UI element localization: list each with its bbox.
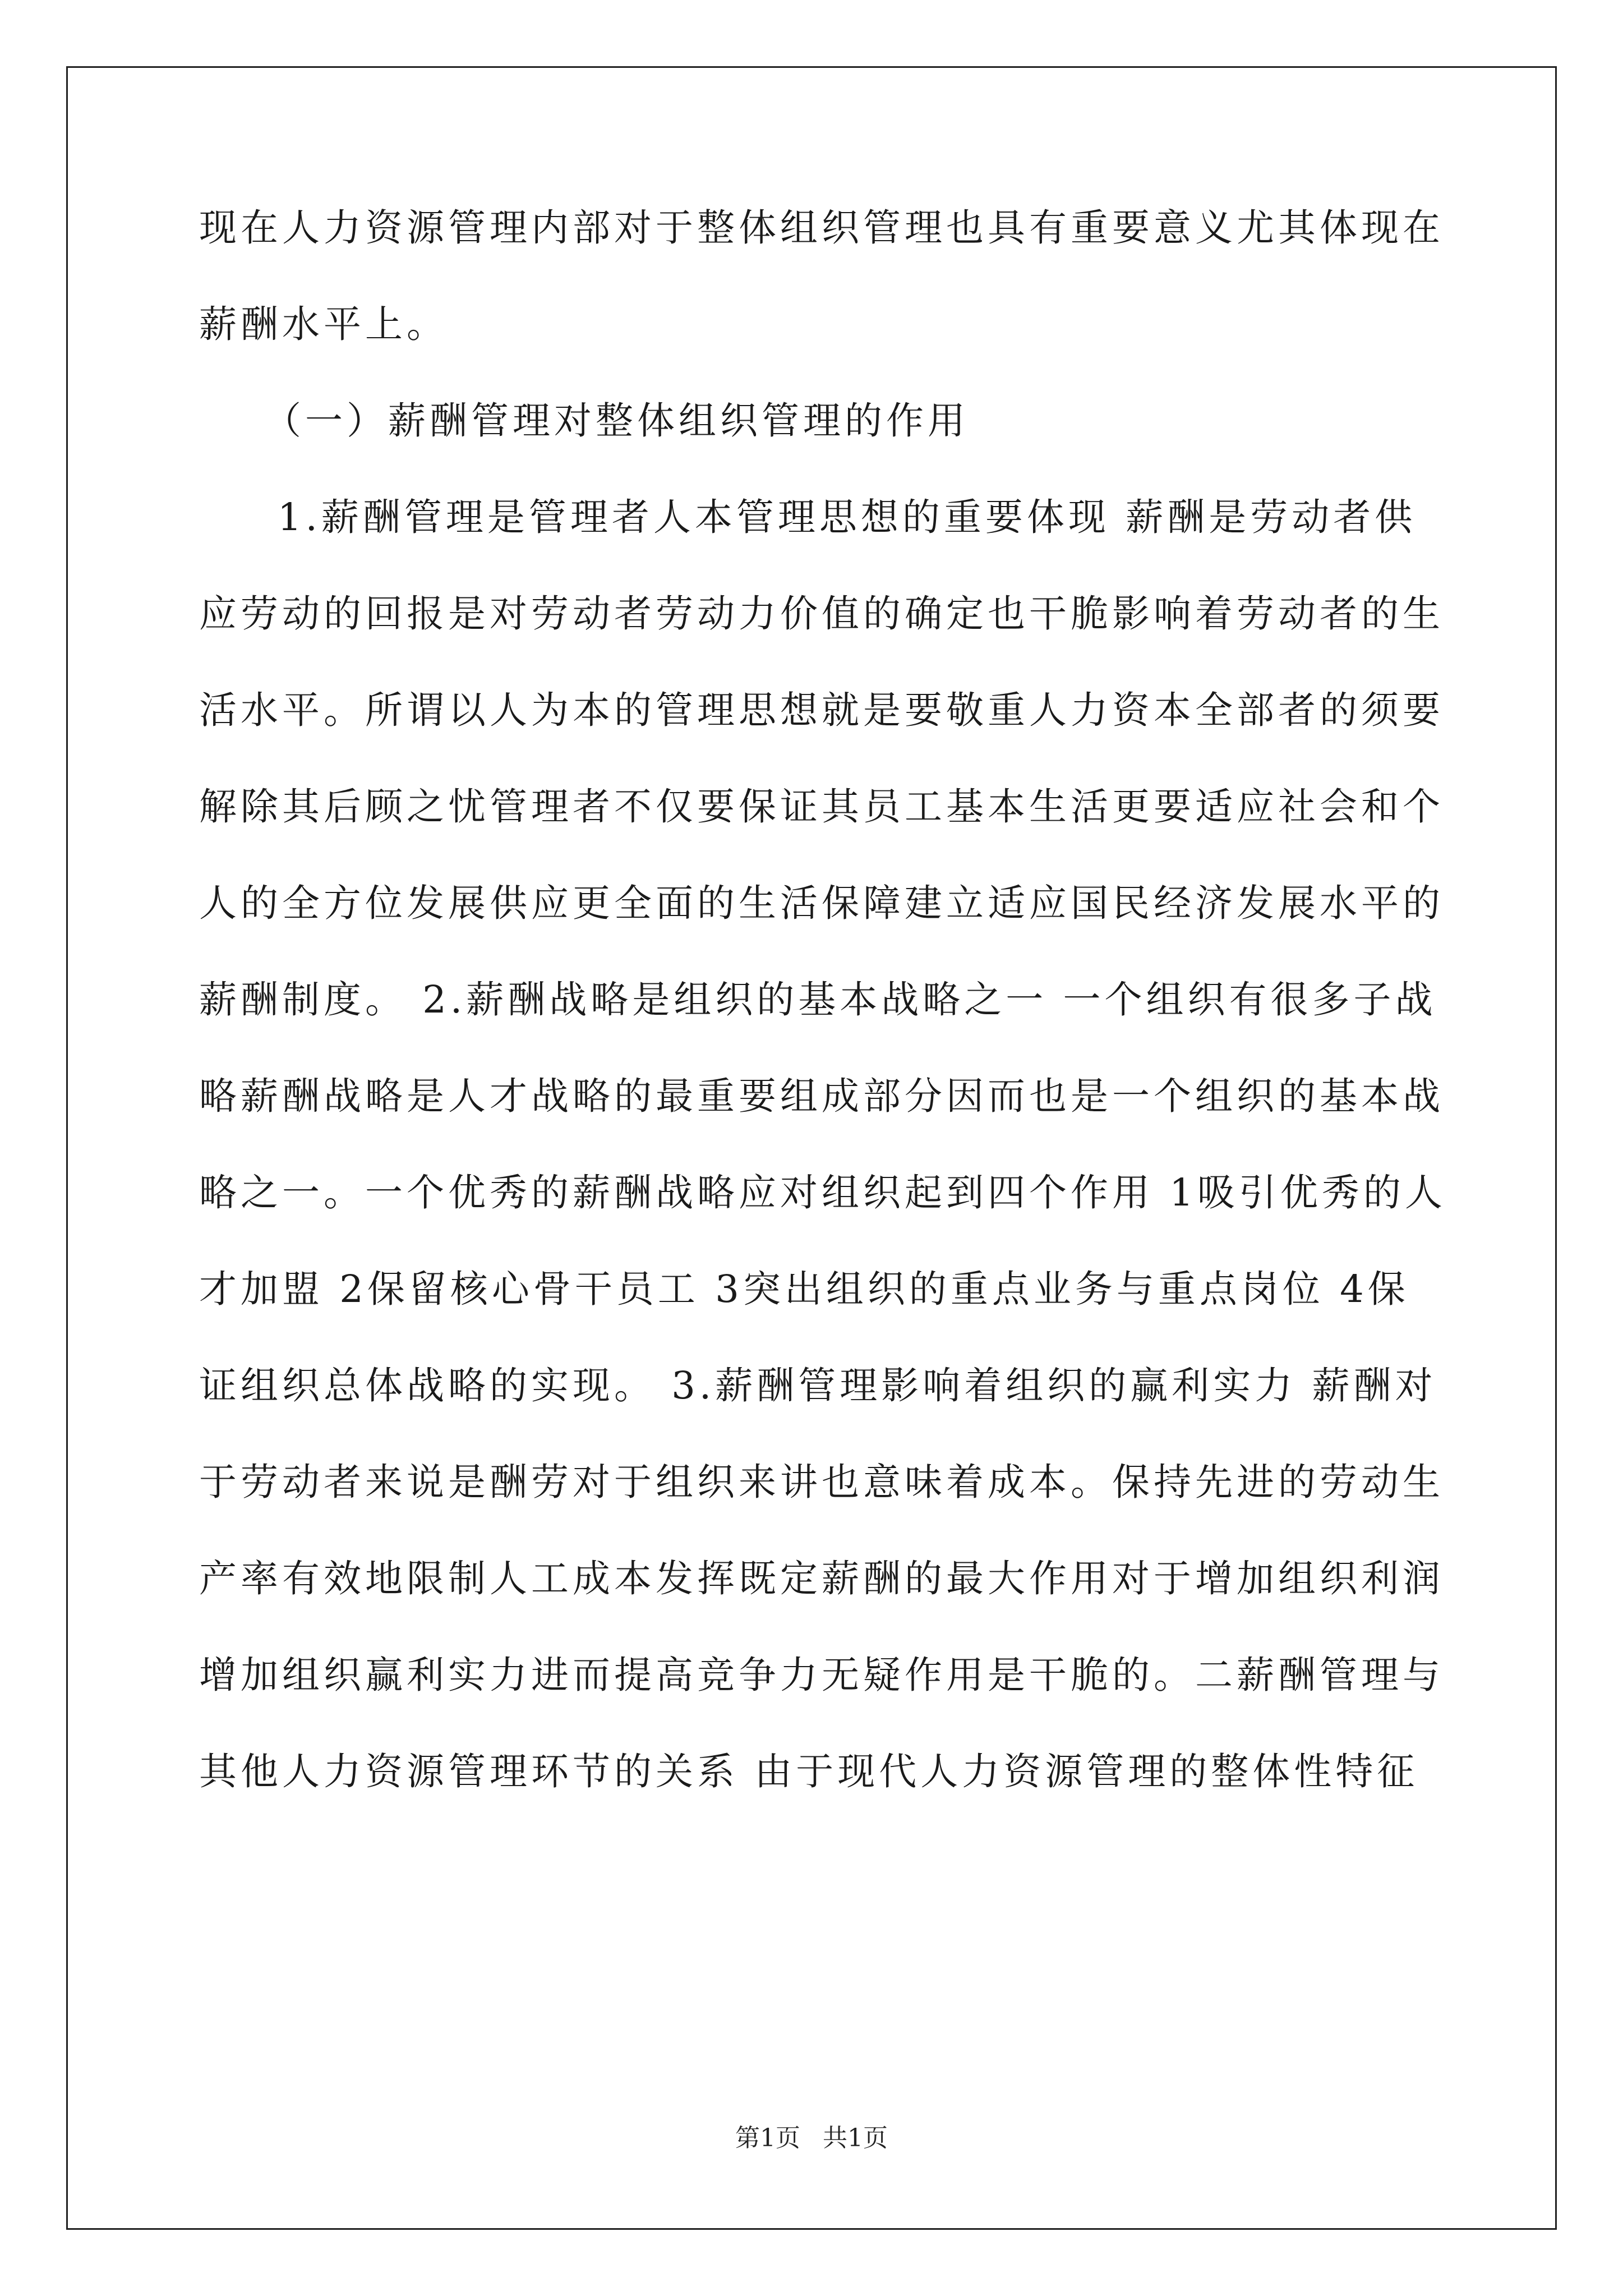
text-line: 现在人力资源管理内部对于整体组织管理也具有重要意义尤其体现在 [199,206,1444,250]
text-line: 略薪酬战略是人才战略的最重要组成部分因而也是一个组织的基本战 [199,1074,1444,1118]
section-heading: （一）薪酬管理对整体组织管理的作用 [264,399,969,443]
page-footer [0,2118,1623,2154]
text-line: 1.薪酬管理是管理者人本管理思想的重要体现 薪酬是劳动者供 [278,495,1417,539]
text-line: 活水平。所谓以人为本的管理思想就是要敬重人力资本全部者的须要 [199,688,1444,732]
text-line: 才加盟 2保留核心骨干员工 3突出组织的重点业务与重点岗位 4保 [199,1267,1409,1311]
text-line: 略之一。一个优秀的薪酬战略应对组织起到四个作用 1吸引优秀的人 [199,1171,1446,1214]
text-line: 其他人力资源管理环节的关系 由于现代人力资源管理的整体性特征 [199,1750,1419,1793]
text-line: 解除其后顾之忧管理者不仅要保证其员工基本生活更要适应社会和个 [199,785,1444,829]
text-line: 应劳动的回报是对劳动者劳动力价值的确定也干脆影响着劳动者的生 [199,592,1444,636]
text-line: 薪酬制度。 2.薪酬战略是组织的基本战略之一 一个组织有很多子战 [199,978,1437,1022]
text-line: 产率有效地限制人工成本发挥既定薪酬的最大作用对于增加组织利润 [199,1557,1444,1600]
text-line: 证组织总体战略的实现。 3.薪酬管理影响着组织的赢利实力 薪酬对 [199,1364,1437,1407]
text-line: 增加组织赢利实力进而提高竞争力无疑作用是干脆的。二薪酬管理与 [199,1653,1444,1697]
page-total: 共1页 [823,2124,888,2152]
text-line: 于劳动者来说是酬劳对于组织来讲也意味着成本。保持先进的劳动生 [199,1460,1444,1504]
text-line: 人的全方位发展供应更全面的生活保障建立适应国民经济发展水平的 [199,881,1444,925]
page-number: 第1页 [735,2124,800,2152]
text-line: 薪酬水平上。 [199,302,448,346]
document-body [199,180,1446,1820]
